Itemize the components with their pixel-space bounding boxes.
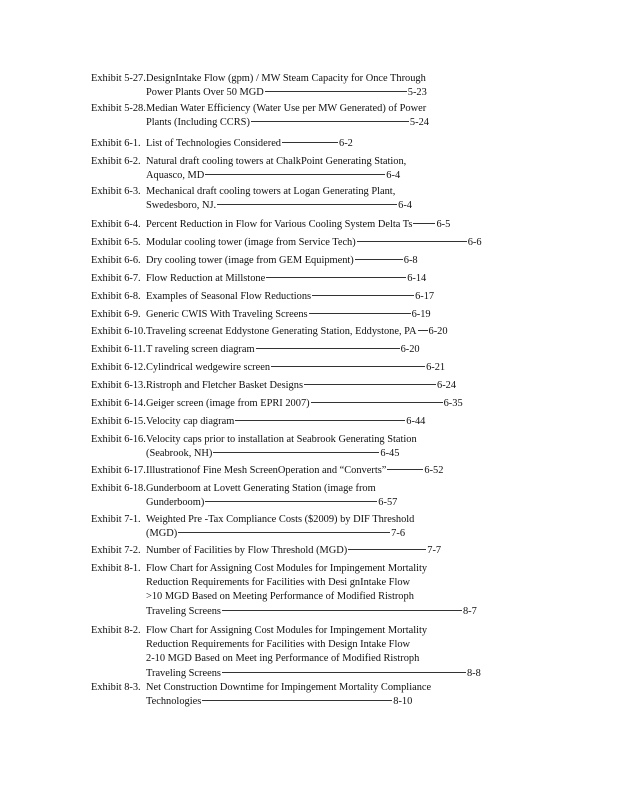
- page-number: 6-57: [378, 497, 398, 509]
- exhibit-title: [146, 681, 521, 709]
- title-line: Velocity caps prior to installation at Seabrook Generating Station: [146, 434, 417, 445]
- leader-line: [387, 469, 423, 470]
- list-item: [91, 343, 521, 357]
- list-item: [91, 361, 521, 375]
- page-number: 7-7: [427, 545, 442, 556]
- list-item: [91, 464, 521, 478]
- title-line: Mechanical draft cooling towers at Logan Generating Plant,: [146, 186, 396, 197]
- exhibit-title: [146, 513, 521, 541]
- page-number: 6-20: [428, 326, 448, 337]
- leader-line: [309, 313, 411, 314]
- exhibit-number: Exhibit 6-4.: [91, 219, 141, 230]
- leader-line: [217, 204, 397, 205]
- leader-line: [348, 549, 426, 550]
- exhibit-number: Exhibit 6-7.: [91, 273, 141, 284]
- exhibit-title: [146, 544, 521, 558]
- page-number: 8-7: [462, 605, 477, 617]
- title-line: Plants (Including CCRS): [146, 117, 250, 129]
- exhibit-title: [146, 482, 521, 510]
- list-item: [91, 72, 521, 100]
- exhibit-number: Exhibit 6-10.: [91, 326, 146, 337]
- exhibit-title: [146, 185, 521, 213]
- exhibit-number: Exhibit 7-1.: [91, 514, 141, 525]
- title-line: Reduction Requirements for Facilities with Desi gnIntake Flow: [146, 577, 411, 589]
- exhibit-number: Exhibit 6-14.: [91, 398, 146, 409]
- list-item: [91, 513, 521, 541]
- exhibit-number: Exhibit 6-2.: [91, 156, 141, 167]
- exhibit-number: Exhibit 6-6.: [91, 255, 141, 266]
- leader-line: [251, 121, 409, 122]
- page-number: 5-24: [409, 117, 429, 129]
- list-item: [91, 308, 521, 322]
- leader-line: [418, 330, 428, 331]
- title-line: Natural draft cooling towers at ChalkPoint Generating Station,: [146, 156, 407, 167]
- page-number: 6-4: [398, 200, 412, 212]
- leader-line: [265, 91, 407, 92]
- title-line: Percent Reduction in Flow for Various Cooling System Delta Ts: [146, 219, 413, 230]
- page-number: 8-8: [466, 667, 481, 679]
- title-line: Generic CWIS With Traveling Screens: [146, 309, 308, 320]
- exhibit-number: Exhibit 6-8.: [91, 291, 141, 302]
- title-line: List of Technologies Considered: [146, 138, 282, 149]
- exhibit-number: Exhibit 6-11.: [91, 344, 146, 355]
- list-item: [91, 155, 521, 183]
- exhibit-number: Exhibit 7-2.: [91, 545, 141, 556]
- exhibit-number: Exhibit 6-15.: [91, 416, 146, 427]
- page-number: 6-6: [467, 237, 482, 248]
- leader-line: [235, 420, 405, 421]
- exhibit-title: [146, 218, 521, 232]
- exhibit-title: [146, 102, 521, 130]
- exhibit-title: [146, 624, 521, 681]
- leader-line: [413, 223, 435, 224]
- leader-line: [205, 501, 377, 502]
- exhibit-title: [146, 72, 521, 100]
- title-line: Examples of Seasonal Flow Reductions: [146, 291, 312, 302]
- leader-line: [213, 452, 379, 453]
- title-line: Power Plants Over 50 MGD: [146, 87, 264, 99]
- title-line: >10 MGD Based on Meeting Performance of Modified Ristroph: [146, 591, 414, 603]
- leader-line: [205, 174, 385, 175]
- page-number: 6-19: [411, 309, 431, 320]
- title-line: Gunderboom at Lovett Generating Station (image from: [146, 483, 376, 494]
- exhibit-title: [146, 343, 521, 357]
- exhibit-title: [146, 137, 521, 151]
- list-item: [91, 325, 521, 339]
- leader-line: [271, 366, 425, 367]
- list-item: [91, 562, 521, 619]
- title-line: Aquasco, MD: [146, 170, 205, 182]
- list-item: [91, 218, 521, 232]
- exhibit-title: [146, 325, 521, 339]
- title-line: Median Water Efficiency (Water Use per MW Generated) of Power: [146, 103, 427, 114]
- page-number: 6-45: [380, 448, 400, 460]
- page-number: 8-10: [393, 696, 413, 708]
- exhibit-title: [146, 379, 521, 393]
- leader-line: [304, 384, 436, 385]
- list-item: [91, 379, 521, 393]
- title-line: Dry cooling tower (image from GEM Equipment): [146, 255, 354, 266]
- title-line: (MGD): [146, 528, 178, 540]
- exhibit-number: Exhibit 6-9.: [91, 309, 141, 320]
- page-number: 6-52: [424, 465, 444, 476]
- exhibit-number: Exhibit 8-3.: [91, 682, 141, 693]
- exhibit-number: Exhibit 5-27.: [91, 73, 146, 84]
- title-line: Gunderboom): [146, 497, 205, 509]
- leader-line: [178, 532, 390, 533]
- title-line: Velocity cap diagram: [146, 416, 235, 427]
- page-number: 6-35: [443, 398, 463, 409]
- page-number: 6-17: [415, 291, 435, 302]
- title-line: Flow Reduction at Millstone: [146, 273, 266, 284]
- title-line: Traveling Screens: [146, 605, 221, 617]
- page-number: 6-24: [437, 380, 457, 391]
- title-line: Flow Chart for Assigning Cost Modules for Impingement Mortality: [146, 563, 428, 574]
- list-item: [91, 272, 521, 286]
- page-number: 6-4: [386, 170, 401, 182]
- page-number: 6-14: [407, 273, 427, 284]
- exhibit-number: Exhibit 6-13.: [91, 380, 146, 391]
- page-number: 6-20: [400, 344, 420, 355]
- leader-line: [355, 259, 403, 260]
- exhibit-title: [146, 464, 521, 478]
- list-item: [91, 544, 521, 558]
- title-line: Net Construction Downtime for Impingement Mortality Compliance: [146, 682, 432, 693]
- exhibit-number: Exhibit 6-3.: [91, 186, 141, 197]
- leader-line: [312, 295, 414, 296]
- title-line: Reduction Requirements for Facilities with Design Intake Flow: [146, 639, 411, 651]
- title-line: T raveling screen diagram: [146, 344, 255, 355]
- exhibit-title: [146, 562, 521, 619]
- leader-line: [222, 610, 462, 611]
- list-item: [91, 482, 521, 510]
- title-line: Technologies: [146, 696, 202, 708]
- page-number: 6-2: [339, 138, 353, 149]
- exhibit-title: [146, 290, 521, 304]
- exhibit-number: Exhibit 6-12.: [91, 362, 146, 373]
- list-item: [91, 433, 521, 461]
- exhibit-title: [146, 308, 521, 322]
- title-line: DesignIntake Flow (gpm) / MW Steam Capacity for Once Through: [146, 73, 426, 84]
- title-line: Weighted Pre -Tax Compliance Costs ($2009) by DIF Threshold: [146, 514, 415, 525]
- page-number: 6-5: [436, 219, 451, 230]
- title-line: (Seabrook, NH): [146, 448, 213, 460]
- list-item: [91, 624, 521, 681]
- title-line: Number of Facilities by Flow Threshold (MGD): [146, 545, 348, 556]
- list-item: [91, 185, 521, 213]
- title-line: Traveling Screens: [146, 667, 221, 679]
- leader-line: [256, 348, 400, 349]
- exhibit-title: [146, 415, 521, 429]
- exhibit-number: Exhibit 6-1.: [91, 138, 141, 149]
- list-item: [91, 137, 521, 151]
- exhibit-number: Exhibit 6-17.: [91, 465, 146, 476]
- leader-line: [311, 402, 443, 403]
- page-number: 6-44: [406, 416, 426, 427]
- list-item: [91, 415, 521, 429]
- page-number: 6-8: [403, 255, 418, 266]
- list-item: [91, 236, 521, 250]
- exhibit-number: Exhibit 5-28.: [91, 103, 146, 114]
- exhibit-title: [146, 236, 521, 250]
- list-item: [91, 397, 521, 411]
- title-line: Modular cooling tower (image from Service Tech): [146, 237, 356, 248]
- title-line: Illustrationof Fine Mesh ScreenOperation and “Converts”: [146, 465, 387, 476]
- title-line: Geiger screen (image from EPRI 2007): [146, 398, 310, 409]
- exhibit-number: Exhibit 6-5.: [91, 237, 141, 248]
- list-item: [91, 681, 521, 709]
- page-number: 7-6: [391, 528, 406, 540]
- title-line: Ristroph and Fletcher Basket Designs: [146, 380, 303, 391]
- page-number: 6-21: [426, 362, 446, 373]
- title-line: Cylindrical wedgewire screen: [146, 362, 271, 373]
- title-line: 2-10 MGD Based on Meet ing Performance of Modified Ristroph: [146, 653, 420, 665]
- title-line: Flow Chart for Assigning Cost Modules for Impingement Mortality: [146, 625, 428, 636]
- exhibit-number: Exhibit 8-2.: [91, 625, 141, 636]
- exhibit-title: [146, 433, 521, 461]
- leader-line: [357, 241, 467, 242]
- exhibit-number: Exhibit 8-1.: [91, 563, 141, 574]
- list-item: [91, 254, 521, 268]
- title-line: Traveling screenat Eddystone Generating Station, Eddystone, PA: [146, 326, 417, 337]
- exhibit-title: [146, 397, 521, 411]
- leader-line: [202, 700, 392, 701]
- leader-line: [282, 142, 338, 143]
- exhibit-title: [146, 254, 521, 268]
- list-item: [91, 290, 521, 304]
- exhibit-title: [146, 155, 521, 183]
- exhibit-number: Exhibit 6-16.: [91, 434, 146, 445]
- list-item: [91, 102, 521, 130]
- exhibit-number: Exhibit 6-18.: [91, 483, 146, 494]
- title-line: Swedesboro, NJ.: [146, 200, 217, 212]
- page-number: 5-23: [407, 87, 427, 99]
- exhibit-title: [146, 361, 521, 375]
- exhibit-title: [146, 272, 521, 286]
- leader-line: [222, 672, 466, 673]
- leader-line: [266, 277, 406, 278]
